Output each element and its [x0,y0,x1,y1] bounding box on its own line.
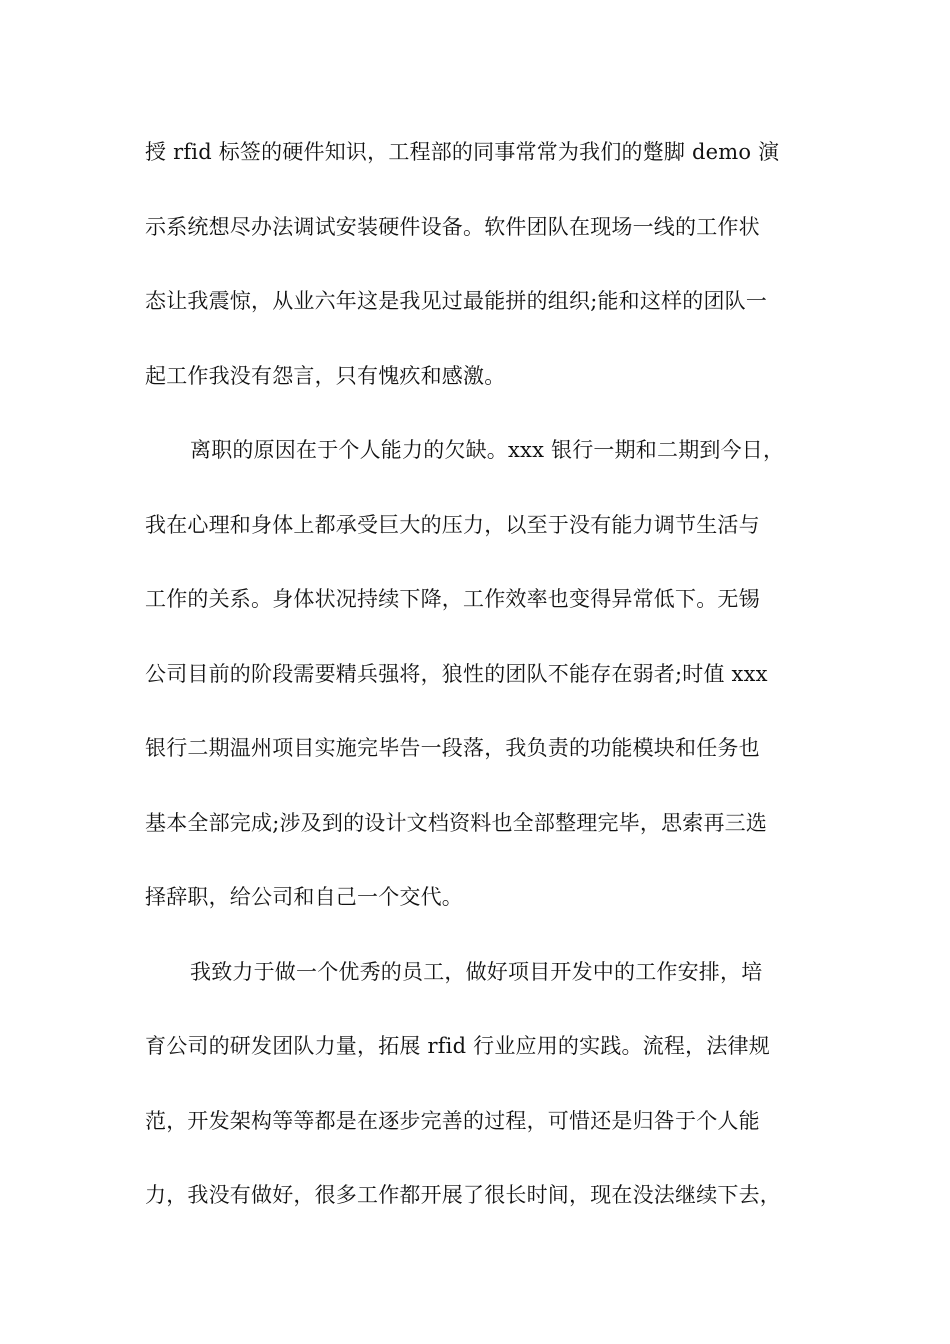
text-line: 示系统想尽办法调试安装硬件设备。软件团队在现场一线的工作状 [145,214,760,239]
text-line: 范，开发架构等等都是在逐步完善的过程，可惜还是归咎于个人能 [145,1108,760,1133]
text-line: 择辞职，给公司和自己一个交代。 [145,885,463,909]
text-line: 态让我震惊，从业六年这是我见过最能拼的组织;能和这样的团队一 [145,289,768,313]
text-line: 银行二期温州项目实施完毕告一段落，我负责的功能模块和任务也 [145,736,760,760]
text-line: 育公司的研发团队力量，拓展 rfid 行业应用的实践。流程，法律规 [145,1034,770,1058]
text-line: 我在心理和身体上都承受巨大的压力，以至于没有能力调节生活与 [145,512,760,537]
text-line: 工作的关系。身体状况持续下降，工作效率也变得异常低下。无锡 [145,587,760,611]
paragraph-first-line: 离职的原因在于个人能力的欠缺。xxx 银行一期和二期到今日， [190,438,785,462]
paragraph-first-line: 我致力于做一个优秀的员工，做好项目开发中的工作安排，培 [190,959,763,984]
text-line: 基本全部完成;涉及到的设计文档资料也全部整理完毕，思索再三选 [145,810,768,835]
text-line: 力，我没有做好，很多工作都开展了很长时间，现在没法继续下去， [145,1183,781,1207]
text-line: 起工作我没有怨言，只有愧疚和感激。 [145,363,506,388]
text-line: 授 rfid 标签的硬件知识，工程部的同事常常为我们的蹩脚 demo 演 [145,140,780,164]
text-line: 公司目前的阶段需要精兵强将，狼性的团队不能存在弱者;时值 xxx [145,661,768,686]
document-body [145,128,845,1246]
